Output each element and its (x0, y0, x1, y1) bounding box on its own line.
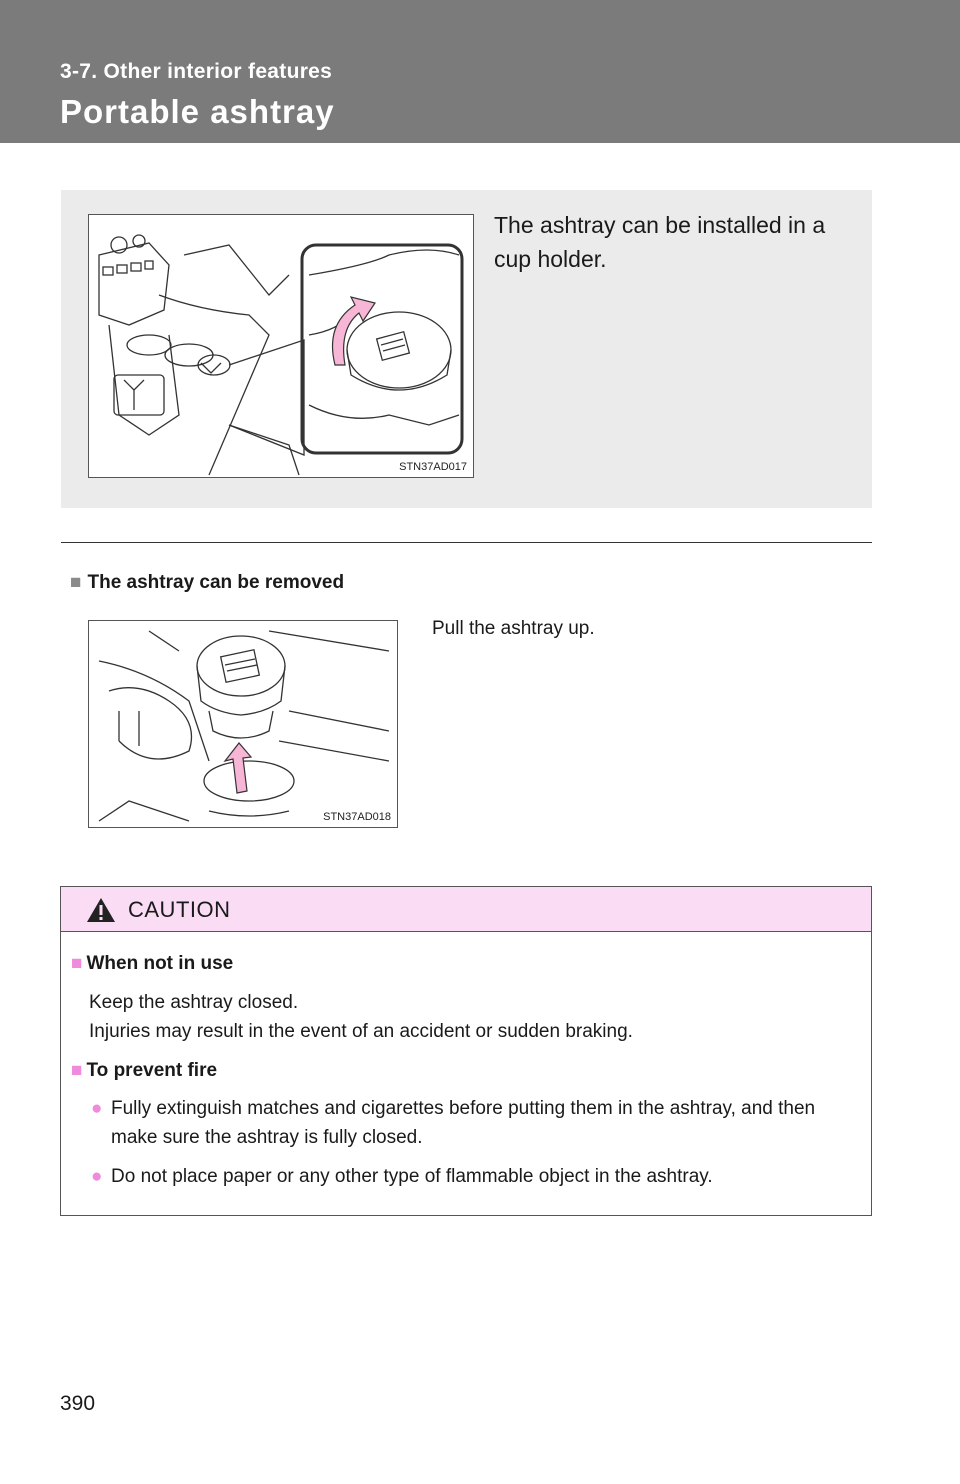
install-description: The ashtray can be installed in a cup holder. (494, 212, 826, 272)
removal-illustration (88, 620, 398, 828)
cup-holder-drawing (89, 215, 474, 478)
caution-bullet (91, 1094, 861, 1152)
page-header (0, 0, 960, 143)
removal-heading (70, 572, 344, 594)
square-bullet-icon: ■ (71, 953, 83, 974)
caution-text: Keep the ashtray closed. (89, 992, 299, 1013)
install-illustration (88, 214, 474, 478)
circle-bullet-icon: ● (91, 1098, 103, 1119)
ashtray-removal-drawing (89, 621, 398, 828)
caution-bullet-text: Do not place paper or any other type of flammable object in the ashtray. (111, 1166, 713, 1187)
page-number: 390 (60, 1392, 96, 1415)
caution-bullet-text: Fully extinguish matches and cigarettes before putting them in the ashtray, and then make sure the ashtray is fully closed. (111, 1098, 816, 1148)
figure-code: STN37AD017 (399, 461, 467, 473)
caution-subheading-text: To prevent fire (86, 1060, 218, 1081)
caution-subheading (71, 1060, 217, 1082)
caution-header (61, 887, 871, 932)
figure-code: STN37AD018 (323, 811, 391, 823)
page-title: Portable ashtray (60, 93, 335, 130)
removal-heading-text: The ashtray can be removed (87, 572, 345, 593)
caution-subheading (71, 953, 233, 975)
caution-bullet (91, 1162, 861, 1191)
caution-title: CAUTION (128, 897, 231, 922)
warning-triangle-icon (86, 897, 116, 923)
square-bullet-icon: ■ (71, 1060, 83, 1081)
caution-box (60, 886, 872, 1216)
section-divider (61, 542, 872, 543)
caution-subheading-text: When not in use (86, 953, 234, 974)
square-bullet-icon: ■ (70, 572, 82, 593)
section-label: 3-7. Other interior features (60, 60, 333, 83)
caution-text: Injuries may result in the event of an accident or sudden braking. (89, 1021, 633, 1042)
circle-bullet-icon: ● (91, 1166, 103, 1187)
removal-description: Pull the ashtray up. (432, 618, 595, 639)
